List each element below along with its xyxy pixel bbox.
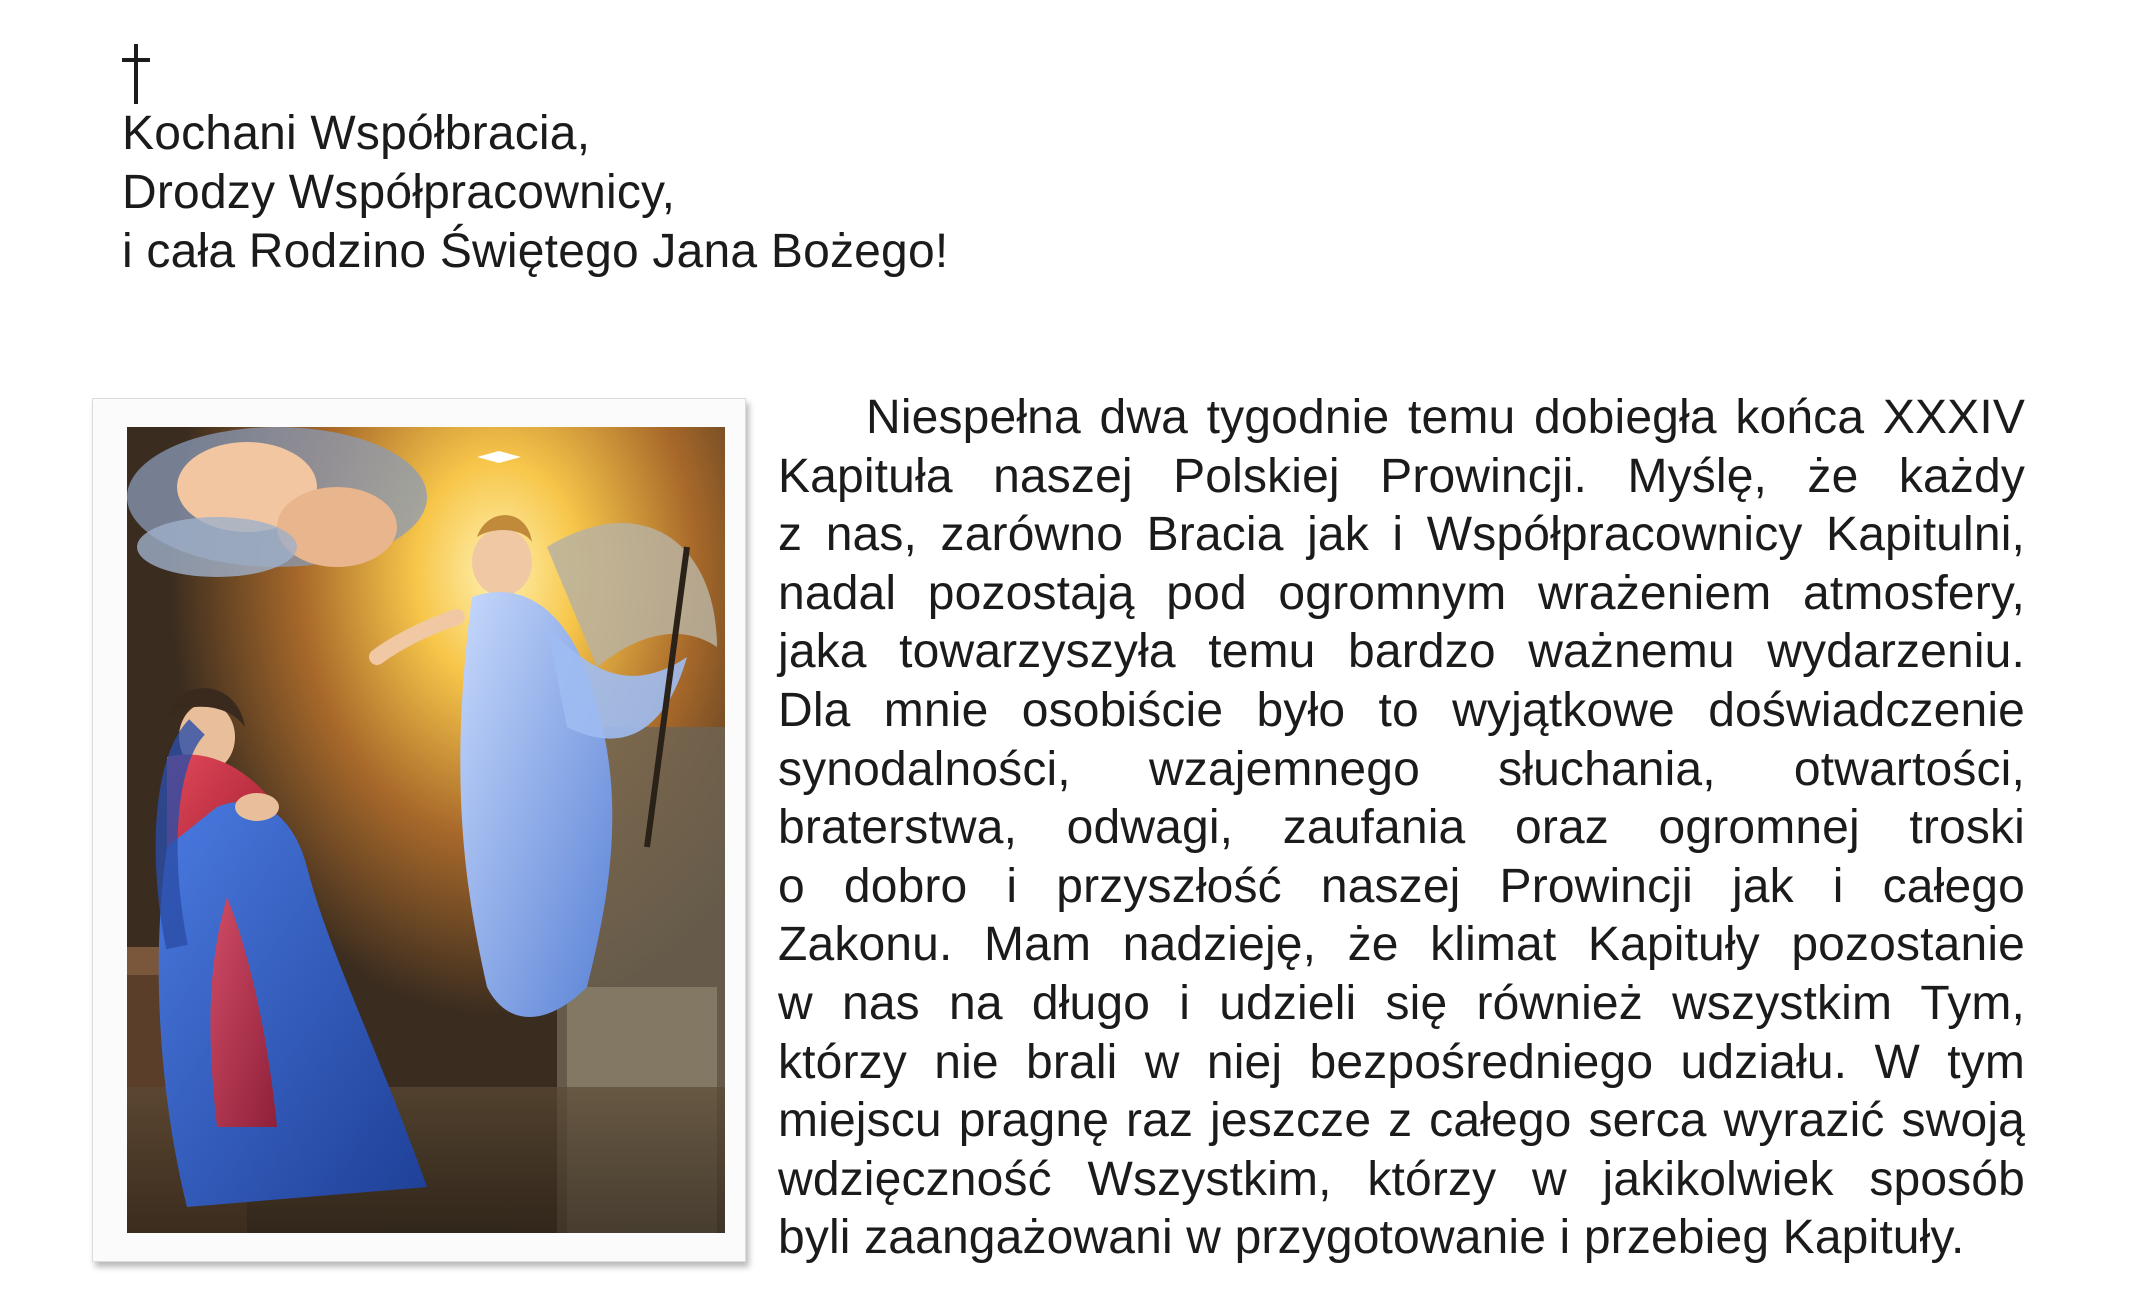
letter-paragraph — [778, 389, 2025, 1268]
paragraph-line: w nas na długo i udzieli się również wszystkim Tym, — [778, 976, 2025, 1030]
greeting-line: Kochani Współbracia, — [122, 107, 591, 160]
paragraph-line: jaka towarzyszyła temu bardzo ważnemu wydarzeniu. — [778, 625, 2025, 679]
paragraph-line: Niespełna dwa tygodnie temu dobiegła końca XXXIV — [866, 391, 2025, 444]
annunciation-painting — [127, 427, 725, 1233]
greeting-line: Drodzy Współpracownicy, — [122, 166, 676, 219]
paragraph-line: nadal pozostają pod ogromnym wrażeniem atmosfery, — [778, 566, 2025, 620]
paragraph-line: synodalności, wzajemnego słuchania, otwartości, — [778, 742, 2025, 796]
paragraph-line: Zakonu. Mam nadzieję, że klimat Kapituły pozostanie — [778, 918, 2025, 972]
paragraph-line: Dla mnie osobiście było to wyjątkowe doświadczenie — [778, 683, 2025, 737]
greeting — [122, 104, 948, 281]
paragraph-line: Kapituła naszej Polskiej Prowincji. Myślę, że każdy — [778, 449, 2025, 503]
annunciation-picture-card — [92, 398, 746, 1262]
paragraph-line: z nas, zarówno Bracia jak i Współpracownicy Kapitulni, — [778, 508, 2025, 562]
paragraph-line: miejscu pragnę raz jeszcze z całego serca wyrazić swoją — [778, 1094, 2025, 1148]
paragraph-line: którzy nie brali w niej bezpośredniego udziału. W tym — [778, 1035, 2025, 1089]
paragraph-line: wdzięczność Wszystkim, którzy w jakikolwiek sposób — [778, 1152, 2025, 1206]
paragraph-line: o dobro i przyszłość naszej Prowincji jak i całego — [778, 859, 2025, 913]
greeting-line: i cała Rodzino Świętego Jana Bożego! — [122, 225, 949, 278]
cross-icon — [116, 42, 156, 106]
paragraph-line: braterstwa, odwagi, zaufania oraz ogromnej troski — [778, 801, 2025, 855]
paragraph-line: byli zaangażowani w przygotowanie i przebieg Kapituły. — [778, 1211, 1965, 1265]
